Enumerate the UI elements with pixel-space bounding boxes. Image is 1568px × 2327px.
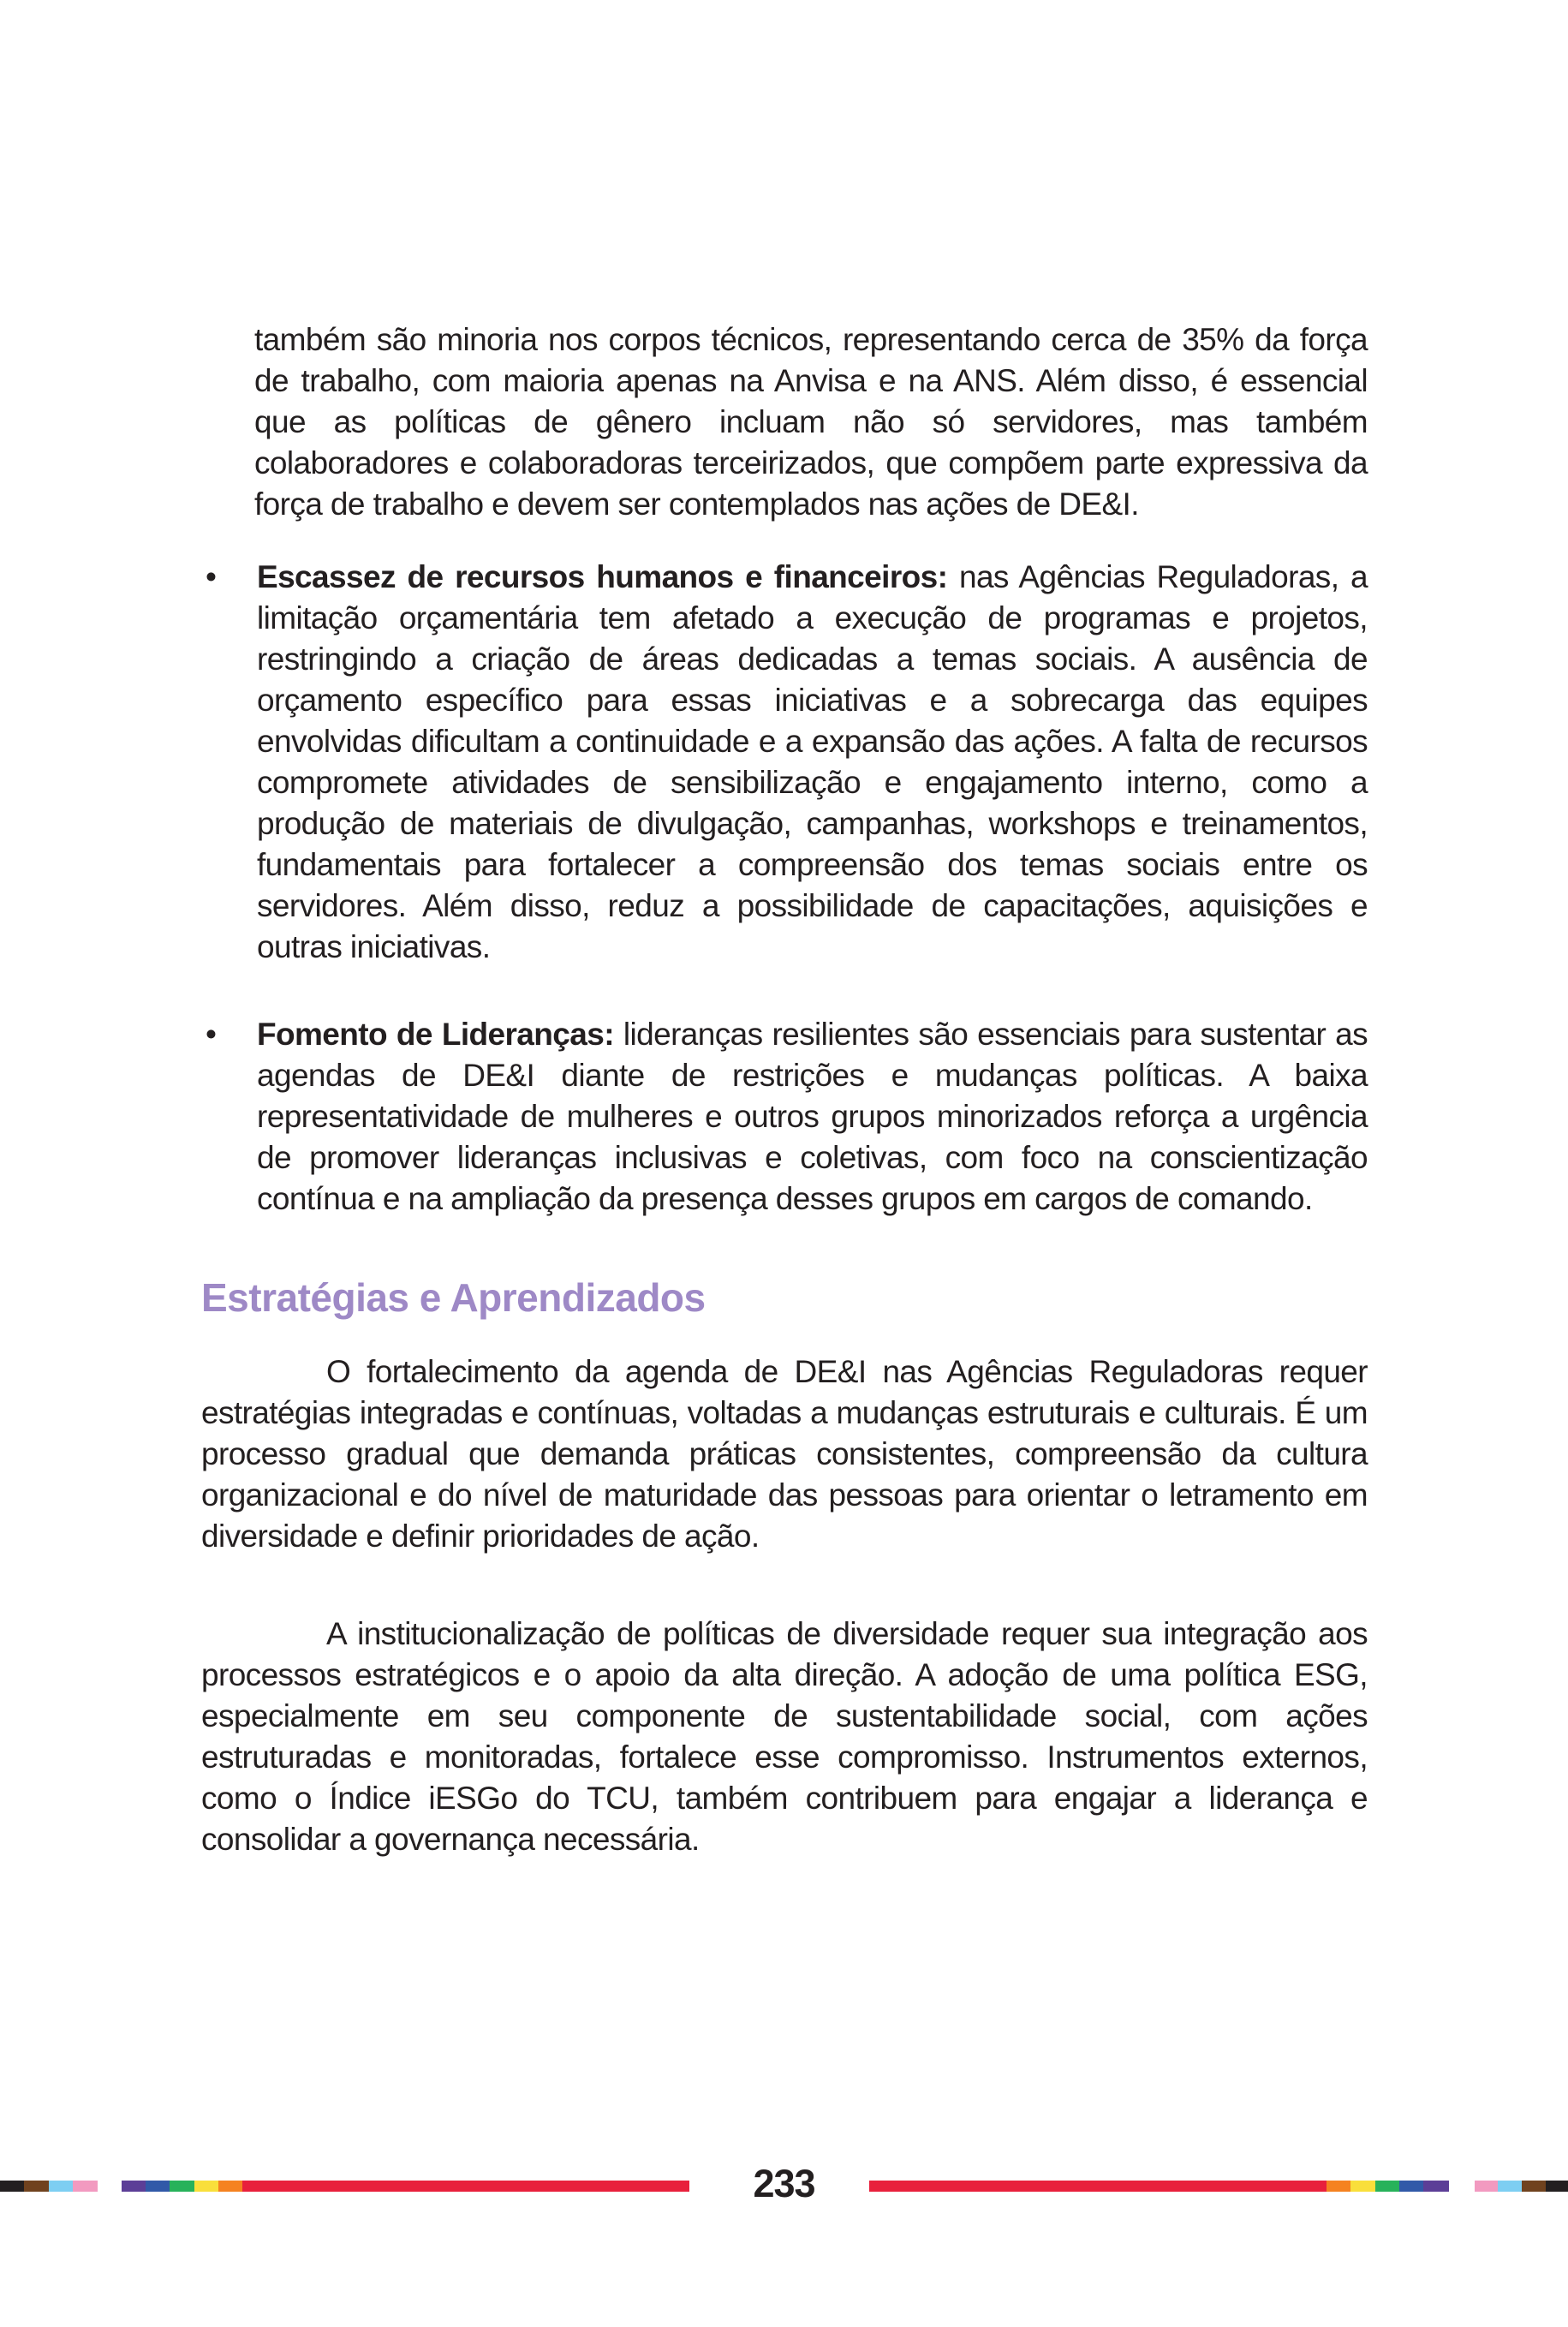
bullet-term-recursos: Escassez de recursos humanos e financeiros: (257, 559, 948, 594)
paragraph-institucionalizacao: A institucionalização de políticas de diversidade requer sua integração aos processos estratégicos e o apoio da alta direção. A adoção de uma política ESG, especialmente em seu componente de sustentabilidade social, com ações estruturadas e monitoradas, fortalece esse compromisso. Instrumentos externos, como o Índice iESGo do TCU, também contribuem para engajar a liderança e consolidar a governança necessária. (201, 1616, 1368, 1857)
bullet-icon: • (206, 1017, 217, 1052)
paragraph-fortalecimento: O fortalecimento da agenda de DE&I nas Agências Reguladoras requer estratégias integradas e contínuas, voltadas a mudanças estruturais e culturais. É um processo gradual que demanda práticas consistentes, compreensão da cultura organizacional e do nível de maturidade das pessoas para orientar o letramento em diversidade e definir prioridades de ação. (201, 1354, 1368, 1554)
section-heading: Estratégias e Aprendizados (201, 1275, 706, 1320)
bullet-text-recursos: nas Agências Reguladoras, a limitação orçamentária tem afetado a execução de programas e projetos, restringindo a criação de áreas dedicadas a temas sociais. A ausência de orçamento específico para essas iniciativas e a sobrecarga das equipes envolvidas dificultam a continuidade e a expansão das ações. A falta de recursos compromete atividades de sensibilização e engajamento interno, como a produção de materiais de divulgação, campanhas, workshops e treinamentos, fundamentais para fortalecer a compreensão dos temas sociais entre os servidores. Além disso, reduz a possibilidade de capacitações, aquisições e outras iniciativas. (257, 559, 1368, 964)
bullet-item-liderancas (201, 1014, 1368, 1220)
bullet-item-recursos (201, 557, 1368, 968)
bullet-text-liderancas: lideranças resilientes são essenciais para sustentar as agendas de DE&I diante de restrições e mudanças políticas. A baixa representatividade de mulheres e outros grupos minorizados reforça a urgência de promover lideranças inclusivas e coletivas, com foco na conscientização contínua e na ampliação da presença desses grupos em cargos de comando. (257, 1017, 1368, 1216)
bullet-term-liderancas: Fomento de Lideranças: (257, 1017, 614, 1052)
text-column (201, 319, 1368, 1860)
page-number: 233 (753, 2162, 815, 2205)
bullet-icon: • (206, 559, 217, 594)
intro-continuation-paragraph: também são minoria nos corpos técnicos, representando cerca de 35% da força de trabalho, com maioria apenas na Anvisa e na ANS. Além disso, é essencial que as políticas de gênero incluam não só servidores, mas também colaboradores e colaboradoras terceirizados, que compõem parte expressiva da força de trabalho e devem ser contemplados nas ações de DE&I. (254, 322, 1368, 522)
